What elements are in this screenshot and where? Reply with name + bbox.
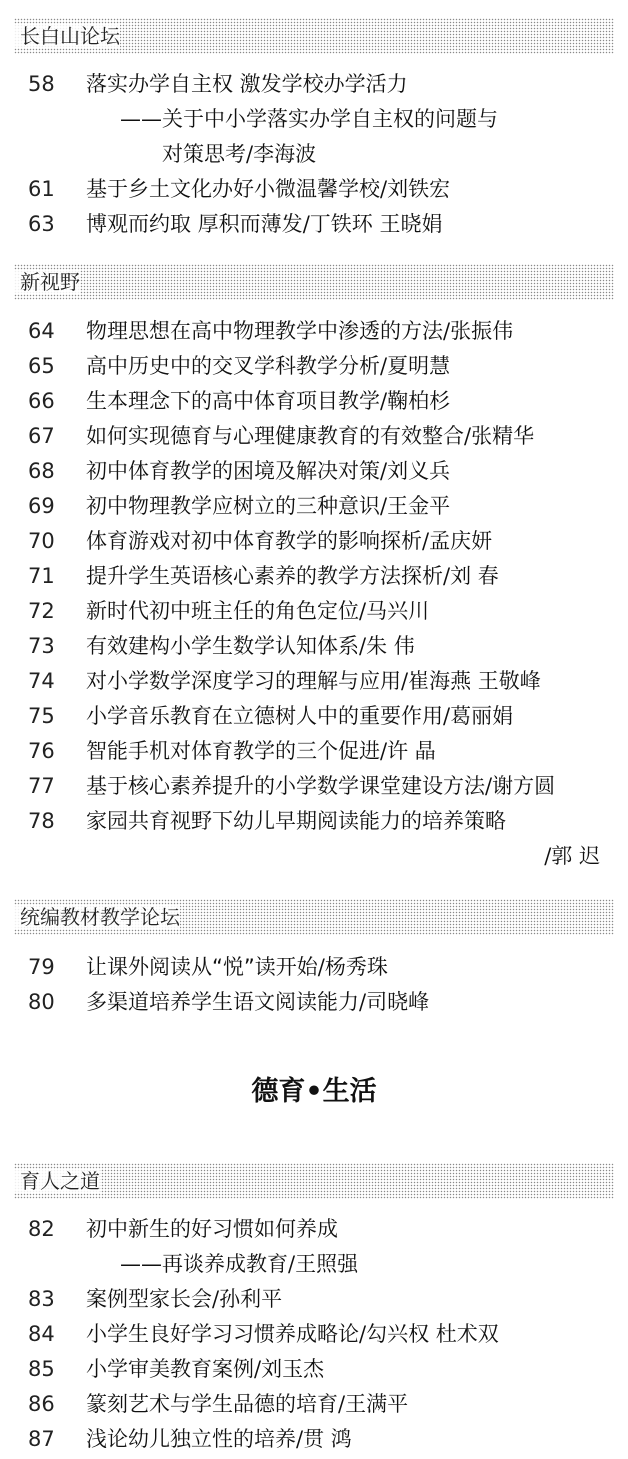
toc-entry[interactable] [0,734,628,768]
entry-title: 智能手机对体育教学的三个促进 [86,739,380,763]
entry-author: /李海波 [246,142,317,166]
entry-title: 体育游戏对初中体育教学的影响探析 [86,529,422,553]
entry-author: /杨秀珠 [317,955,388,979]
entry-subtitle-cont: 对策思考 [162,142,246,166]
entry-title: 提升学生英语核心素养的教学方法探析 [86,564,443,588]
entry-title: 小学生良好学习习惯养成略论 [86,1322,359,1346]
toc-entry[interactable] [0,172,628,206]
entry-author: /王照强 [288,1252,359,1276]
section-header: 育人之道 [14,1163,614,1199]
entry-author: /鞠柏杉 [380,389,451,413]
page-number: 61 [28,177,55,201]
page-number: 70 [28,529,55,553]
entry-author: /孙利平 [212,1287,283,1311]
entry-author: /马兴川 [359,599,430,623]
entry-author: /许 晶 [380,739,436,763]
toc-entry[interactable] [0,559,628,593]
toc-entry[interactable] [0,67,628,101]
page-number: 78 [28,809,55,833]
page-number: 79 [28,955,55,979]
section-header: 长白山论坛 [14,18,614,54]
toc-entry[interactable] [0,314,628,348]
entry-title: 新时代初中班主任的角色定位 [86,599,359,623]
toc-entry[interactable] [0,489,628,523]
toc-entry[interactable] [0,454,628,488]
entry-title: 案例型家长会 [86,1287,212,1311]
entry-author: /崔海燕 王敬峰 [401,669,541,693]
page-number: 58 [28,72,55,96]
toc-entry[interactable] [0,985,628,1019]
section-header: 统编教材教学论坛 [14,899,614,935]
page-number: 71 [28,564,55,588]
entry-author: /刘 春 [443,564,499,588]
entry-title: 高中历史中的交叉学科教学分析 [86,354,380,378]
page-number: 69 [28,494,55,518]
page-number: 73 [28,634,55,658]
entry-title: 浅论幼儿独立性的培养 [86,1427,296,1451]
entry-author: /朱 伟 [359,634,415,658]
entry-title: 如何实现德育与心理健康教育的有效整合 [86,424,464,448]
page-number: 65 [28,354,55,378]
toc-entry[interactable] [0,699,628,733]
toc-entry[interactable] [0,1212,628,1246]
page-number: 63 [28,212,55,236]
toc-entry-subtitle [0,1247,628,1281]
page-number: 86 [28,1392,55,1416]
entry-title: 基于核心素养提升的小学数学课堂建设方法 [86,774,485,798]
entry-author: /孟庆妍 [422,529,493,553]
toc-entry[interactable] [0,1282,628,1316]
toc-entry[interactable] [0,769,628,803]
entry-title: 有效建构小学生数学认知体系 [86,634,359,658]
entry-title: 对小学数学深度学习的理解与应用 [86,669,401,693]
entry-author: /夏明慧 [380,354,451,378]
entry-title: 生本理念下的高中体育项目教学 [86,389,380,413]
entry-title: 物理思想在高中物理教学中渗透的方法 [86,319,443,343]
page-number: 82 [28,1217,55,1241]
toc-entry[interactable] [0,524,628,558]
entry-title: 家园共育视野下幼儿早期阅读能力的培养策略 [86,809,506,833]
page-number: 83 [28,1287,55,1311]
part-heading: 德育•生活 [251,1076,377,1107]
entry-subtitle: ——再谈养成教育 [120,1252,288,1276]
toc-entry[interactable] [0,207,628,241]
page-number: 87 [28,1427,55,1451]
entry-title: 落实办学自主权 激发学校办学活力 [86,72,408,96]
entry-title: 篆刻艺术与学生品德的培育 [86,1392,338,1416]
toc-entry-subtitle [0,137,628,171]
toc-entry[interactable] [0,664,628,698]
page-number: 72 [28,599,55,623]
entry-author: /勾兴权 杜术双 [359,1322,499,1346]
entry-author: /丁铁环 王晓娟 [302,212,443,236]
entry-title: 小学审美教育案例 [86,1357,254,1381]
toc-entry-subtitle [0,102,628,136]
entry-title: 初中新生的好习惯如何养成 [86,1217,338,1241]
entry-author: /谢方圆 [485,774,556,798]
entry-author: /贯 鸿 [296,1427,352,1451]
entry-title: 初中物理教学应树立的三种意识 [86,494,380,518]
entry-author: /刘义兵 [380,459,451,483]
page-number: 67 [28,424,55,448]
toc-entry[interactable] [0,384,628,418]
toc-entry[interactable] [0,1317,628,1351]
page-number: 75 [28,704,55,728]
toc-entry[interactable] [0,594,628,628]
entry-author: /刘铁宏 [380,177,451,201]
entry-author: /张精华 [464,424,535,448]
page-number: 85 [28,1357,55,1381]
entry-author: /司晓峰 [359,990,430,1014]
entry-author: /刘玉杰 [254,1357,325,1381]
entry-author: /王满平 [338,1392,409,1416]
entry-title: 博观而约取 厚积而薄发 [86,212,303,236]
toc-entry[interactable] [0,1352,628,1386]
entry-author: /郭 迟 [544,844,600,868]
entry-title: 初中体育教学的困境及解决对策 [86,459,380,483]
toc-entry[interactable] [0,1422,628,1456]
toc-entry[interactable] [0,349,628,383]
page-number: 77 [28,774,55,798]
entry-subtitle: ——关于中小学落实办学自主权的问题与 [120,107,498,131]
page-number: 64 [28,319,55,343]
toc-entry[interactable] [0,629,628,663]
page-number: 80 [28,990,55,1014]
toc-entry[interactable] [0,419,628,453]
entry-title: 多渠道培养学生语文阅读能力 [86,990,359,1014]
page-number: 68 [28,459,55,483]
page-number: 76 [28,739,55,763]
entry-author: /王金平 [380,494,451,518]
entry-author: /张振伟 [443,319,514,343]
page-number: 74 [28,669,55,693]
entry-author: /葛丽娟 [443,704,514,728]
entry-title: 让课外阅读从“悦”读开始 [86,955,318,979]
entry-title: 基于乡土文化办好小微温馨学校 [86,177,380,201]
section-header: 新视野 [14,264,614,300]
toc-entry[interactable] [0,804,628,838]
page-number: 84 [28,1322,55,1346]
page-number: 66 [28,389,55,413]
toc-entry-author-line [0,839,628,873]
entry-title: 小学音乐教育在立德树人中的重要作用 [86,704,443,728]
toc-entry[interactable] [0,1387,628,1421]
toc-entry[interactable] [0,950,628,984]
